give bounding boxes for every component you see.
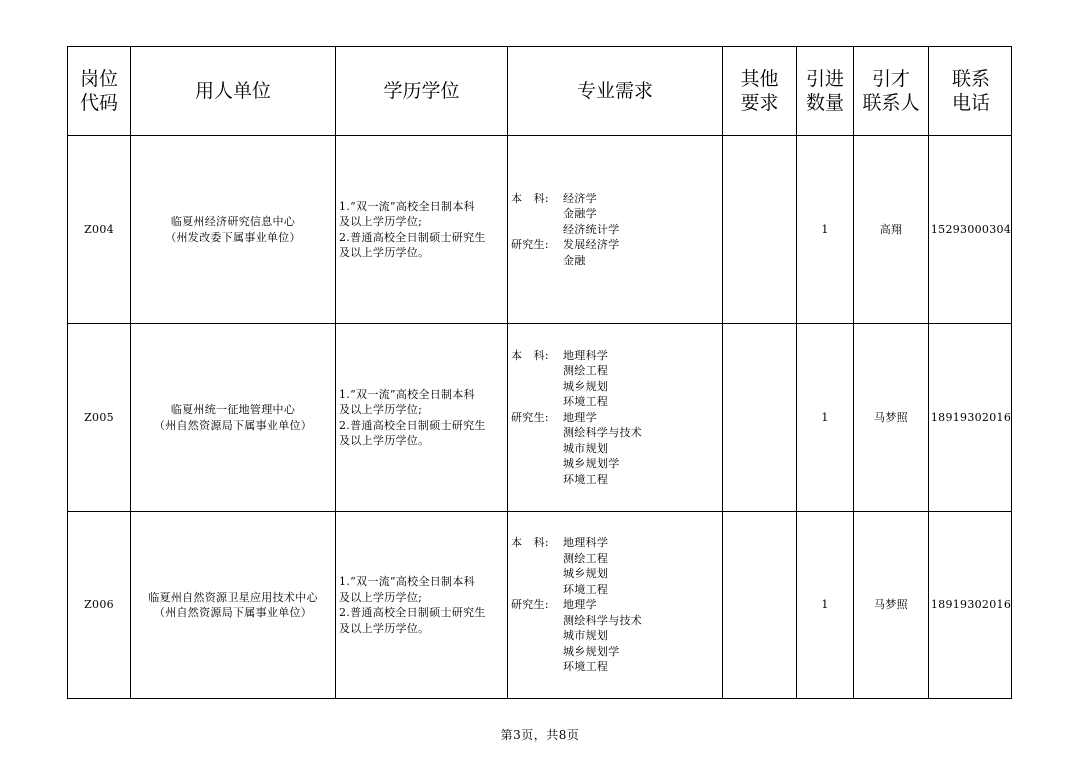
cell-contact bbox=[854, 512, 929, 698]
major-label-grad: 研究生: bbox=[511, 238, 549, 252]
cell-major bbox=[508, 324, 723, 511]
cell-other bbox=[723, 324, 797, 511]
header-count bbox=[797, 47, 854, 135]
header-major bbox=[508, 47, 723, 135]
unit-parent: （州自然资源局下属事业单位） bbox=[153, 606, 313, 619]
major-item: 城乡规划学 bbox=[563, 457, 620, 471]
unit-name: 临夏州统一征地管理中心 bbox=[170, 403, 296, 416]
edu-line: 2.普通高校全日制硕士研究生 bbox=[339, 230, 486, 244]
major-item: 金融学 bbox=[563, 207, 597, 221]
header-major-label: 专业需求 bbox=[576, 80, 653, 102]
header-other-line1: 其他 bbox=[740, 68, 779, 90]
row-code: Z005 bbox=[84, 410, 114, 424]
unit-parent: （州发改委下属事业单位） bbox=[165, 230, 301, 244]
header-code bbox=[68, 47, 131, 135]
table-row bbox=[68, 324, 1011, 512]
major-item: 地理科学 bbox=[563, 536, 609, 550]
recruitment-table bbox=[67, 46, 1012, 699]
major-item: 发展经济学 bbox=[563, 238, 620, 252]
cell-unit bbox=[131, 136, 336, 323]
header-contact-line1: 引才 bbox=[871, 68, 910, 90]
header-code-line2: 代码 bbox=[79, 92, 118, 114]
major-item: 城乡规划学 bbox=[563, 644, 620, 658]
page-footer: 第3页，共8页 bbox=[500, 728, 580, 742]
table-row bbox=[68, 512, 1011, 698]
cell-count bbox=[797, 324, 854, 511]
major-label-undergrad: 本 科: bbox=[511, 348, 549, 362]
header-count-line2: 数量 bbox=[805, 92, 844, 114]
major-item: 环境工程 bbox=[563, 395, 609, 409]
edu-line: 2.普通高校全日制硕士研究生 bbox=[339, 606, 486, 619]
cell-contact bbox=[854, 324, 929, 511]
cell-code bbox=[68, 512, 131, 698]
row-phone: 15293000304 bbox=[930, 222, 1012, 236]
header-edu bbox=[336, 47, 508, 135]
major-label-undergrad: 本 科: bbox=[511, 191, 549, 205]
edu-line: 及以上学历学位。 bbox=[339, 434, 430, 447]
cell-unit bbox=[131, 324, 336, 511]
major-item: 环境工程 bbox=[563, 660, 609, 674]
header-count-line1: 引进 bbox=[805, 68, 844, 90]
major-item: 测绘科学与技术 bbox=[563, 426, 643, 440]
cell-other bbox=[723, 136, 797, 323]
major-item: 环境工程 bbox=[563, 582, 609, 596]
unit-parent: （州自然资源局下属事业单位） bbox=[153, 418, 313, 432]
row-code: Z006 bbox=[84, 598, 114, 612]
major-label-grad: 研究生: bbox=[511, 598, 549, 612]
cell-other bbox=[723, 512, 797, 698]
header-unit bbox=[131, 47, 336, 135]
row-count: 1 bbox=[821, 598, 829, 612]
edu-line: 1.“双一流”高校全日制本科 bbox=[339, 387, 475, 401]
row-count: 1 bbox=[821, 222, 829, 236]
header-phone-line1: 联系 bbox=[951, 68, 990, 90]
row-contact: 马梦照 bbox=[874, 598, 908, 612]
major-item: 测绘科学与技术 bbox=[563, 613, 643, 627]
cell-code bbox=[68, 136, 131, 323]
header-edu-label: 学历学位 bbox=[383, 80, 460, 102]
major-label-grad: 研究生: bbox=[511, 410, 549, 424]
cell-contact bbox=[854, 136, 929, 323]
major-item: 地理学 bbox=[563, 410, 597, 424]
header-code-line1: 岗位 bbox=[79, 68, 118, 90]
major-label-undergrad: 本 科: bbox=[511, 536, 549, 550]
cell-unit bbox=[131, 512, 336, 698]
cell-edu bbox=[336, 512, 508, 698]
major-item: 环境工程 bbox=[563, 472, 609, 486]
unit-name: 临夏州自然资源卫星应用技术中心 bbox=[148, 590, 318, 604]
major-item: 城市规划 bbox=[563, 629, 609, 643]
header-other bbox=[723, 47, 797, 135]
major-item: 地理学 bbox=[563, 598, 597, 612]
edu-line: 及以上学历学位; bbox=[339, 215, 423, 228]
major-item: 测绘工程 bbox=[563, 364, 609, 378]
major-item: 经济学 bbox=[563, 191, 597, 205]
header-other-line2: 要求 bbox=[740, 92, 779, 114]
edu-line: 2.普通高校全日制硕士研究生 bbox=[339, 418, 486, 432]
header-phone-line2: 电话 bbox=[951, 92, 990, 114]
major-item: 经济统计学 bbox=[563, 222, 620, 236]
row-count: 1 bbox=[821, 410, 829, 424]
table-row bbox=[68, 136, 1011, 324]
header-contact bbox=[854, 47, 929, 135]
edu-line: 及以上学历学位。 bbox=[339, 246, 430, 259]
major-item: 城乡规划 bbox=[563, 567, 609, 581]
row-phone: 18919302016 bbox=[930, 598, 1012, 612]
edu-line: 及以上学历学位; bbox=[339, 590, 423, 604]
major-item: 测绘工程 bbox=[563, 551, 609, 565]
cell-count bbox=[797, 136, 854, 323]
cell-code bbox=[68, 324, 131, 511]
major-item: 城乡规划 bbox=[563, 379, 609, 393]
cell-major bbox=[508, 512, 723, 698]
cell-edu bbox=[336, 324, 508, 511]
row-code: Z004 bbox=[84, 222, 114, 236]
cell-phone bbox=[929, 136, 1013, 323]
header-phone bbox=[929, 47, 1013, 135]
cell-count bbox=[797, 512, 854, 698]
table-header-row bbox=[68, 47, 1011, 136]
row-contact: 高翔 bbox=[879, 222, 903, 236]
edu-line: 1.“双一流”高校全日制本科 bbox=[339, 199, 475, 213]
row-contact: 马梦照 bbox=[874, 410, 908, 424]
cell-phone bbox=[929, 512, 1013, 698]
cell-major bbox=[508, 136, 723, 323]
header-contact-line2: 联系人 bbox=[862, 92, 920, 114]
edu-line: 及以上学历学位; bbox=[339, 403, 423, 416]
unit-name: 临夏州经济研究信息中心 bbox=[170, 215, 296, 228]
major-item: 金融 bbox=[563, 253, 586, 267]
edu-line: 及以上学历学位。 bbox=[339, 621, 430, 635]
edu-line: 1.“双一流”高校全日制本科 bbox=[339, 575, 475, 588]
cell-edu bbox=[336, 136, 508, 323]
cell-phone bbox=[929, 324, 1013, 511]
major-item: 城市规划 bbox=[563, 441, 609, 455]
row-phone: 18919302016 bbox=[930, 410, 1012, 424]
major-item: 地理科学 bbox=[563, 348, 609, 362]
header-unit-label: 用人单位 bbox=[194, 80, 271, 102]
